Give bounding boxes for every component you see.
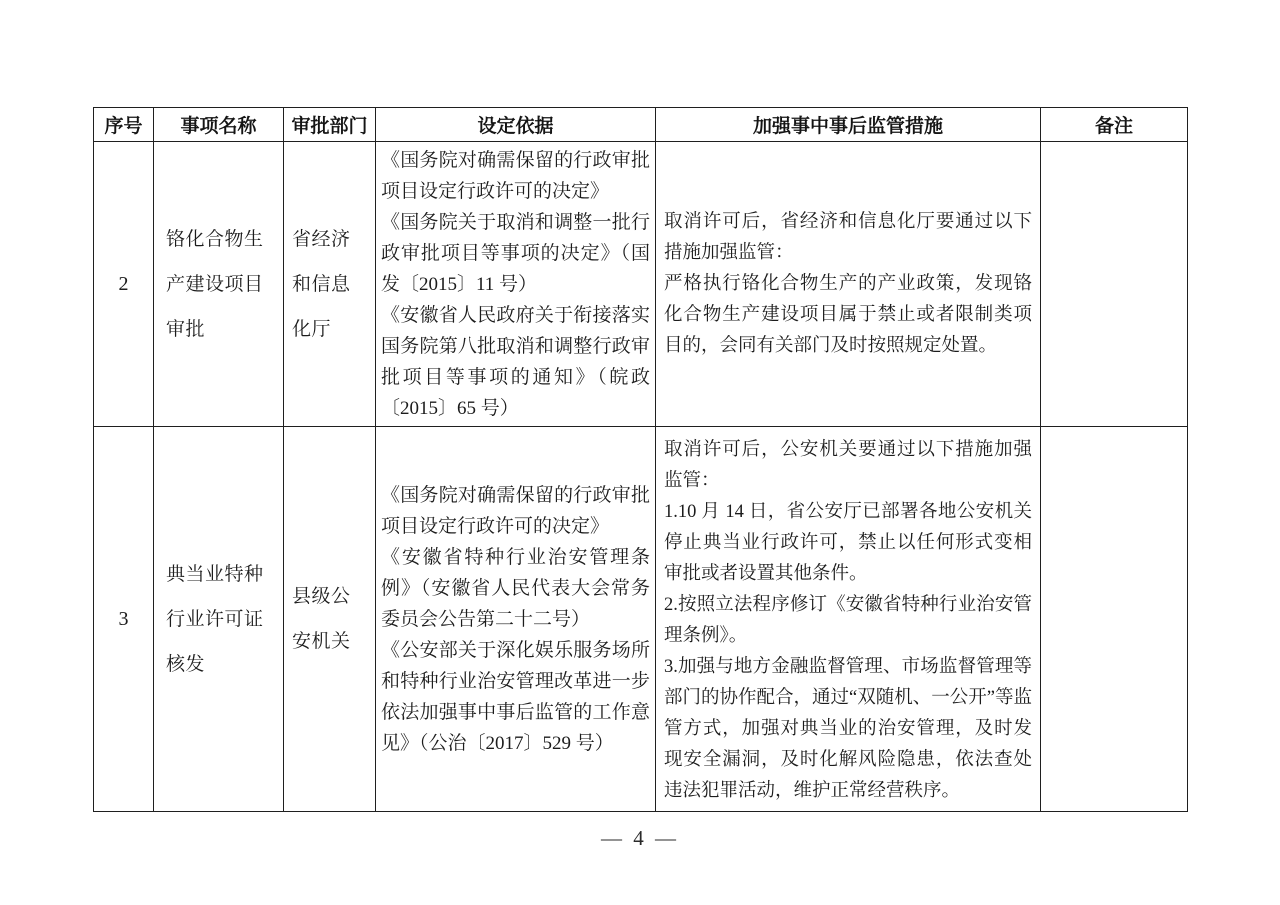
cell-remark — [1041, 142, 1188, 427]
cell-department: 县级公安机关 — [284, 427, 376, 812]
cell-department: 省经济和信息化厅 — [284, 142, 376, 427]
column-header-seq: 序号 — [94, 108, 154, 142]
measure-paragraph: 3.加强与地方金融监督管理、市场监督管理等部门的协作配合，通过“双随机、一公开”等监管方式，加强对典当业的治安管理，及时发现安全漏洞，及时化解风险隐患，依法查处违法犯罪活动，维护正常经营秩序。 — [664, 657, 1032, 801]
cell-seq: 3 — [94, 427, 154, 812]
document-page — [93, 107, 1187, 851]
regulation-table — [93, 107, 1188, 812]
cell-remark — [1041, 427, 1188, 812]
column-header-name: 事项名称 — [154, 108, 284, 142]
cell-item-name: 铬化合物生产建设项目审批 — [154, 142, 284, 427]
cell-measures — [656, 427, 1041, 812]
measure-paragraph: 取消许可后，公安机关要通过以下措施加强监管： — [664, 440, 1032, 491]
basis-paragraph: 《安徽省人民政府关于衔接落实国务院第八批取消和调整行政审批项目等事项的通知》（皖政〔2015〕65 号） — [381, 304, 650, 419]
column-header-basis: 设定依据 — [376, 108, 656, 142]
column-header-remark: 备注 — [1041, 108, 1188, 142]
column-header-measures: 加强事中事后监管措施 — [656, 108, 1041, 142]
measure-paragraph: 取消许可后，省经济和信息化厅要通过以下措施加强监管： — [664, 211, 1032, 263]
table-header-row — [94, 108, 1188, 142]
cell-measures — [656, 142, 1041, 427]
basis-paragraph: 《公安部关于深化娱乐服务场所和特种行业治安管理改革进一步依法加强事中事后监管的工作意见》（公治〔2017〕529 号） — [381, 639, 650, 754]
column-header-department: 审批部门 — [284, 108, 376, 142]
cell-basis — [376, 427, 656, 812]
table-row — [94, 427, 1188, 812]
cell-basis — [376, 142, 656, 427]
cell-seq: 2 — [94, 142, 154, 427]
measure-paragraph: 2.按照立法程序修订《安徽省特种行业治安管理条例》。 — [664, 595, 1032, 646]
cell-item-name: 典当业特种行业许可证核发 — [154, 427, 284, 812]
basis-paragraph: 《国务院对确需保留的行政审批项目设定行政许可的决定》 — [381, 484, 650, 537]
measure-paragraph: 1.10 月 14 日，省公安厅已部署各地公安机关停止典当业行政许可，禁止以任何形式变相审批或者设置其他条件。 — [664, 502, 1032, 584]
measure-paragraph: 严格执行铬化合物生产的产业政策，发现铬化合物生产建设项目属于禁止或者限制类项目的，会同有关部门及时按照规定处置。 — [664, 273, 1032, 356]
page-number: — 4 — — [601, 826, 679, 850]
basis-paragraph: 《国务院对确需保留的行政审批项目设定行政许可的决定》 — [381, 149, 650, 202]
basis-paragraph: 《国务院关于取消和调整一批行政审批项目等事项的决定》（国发〔2015〕11 号） — [381, 211, 650, 295]
basis-paragraph: 《安徽省特种行业治安管理条例》（安徽省人民代表大会常务委员会公告第二十二号） — [381, 546, 650, 630]
table-row — [94, 142, 1188, 427]
